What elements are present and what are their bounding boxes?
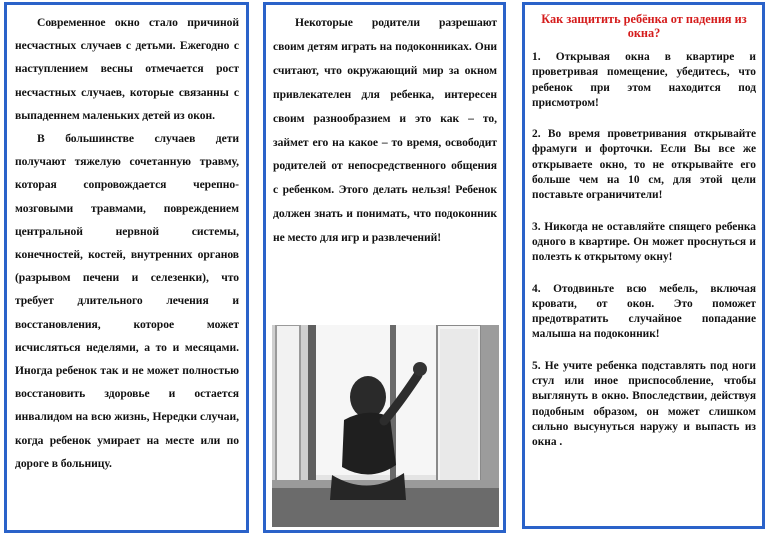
safety-tip: 3. Никогда не оставляйте спящего ребенка одного в квартире. Он может проснуться и полезть к открытому окну! [532, 220, 756, 264]
child-at-window-photo [272, 325, 499, 527]
left-paragraph-1: Современное окно стало причиной несчастных случаев с детьми. Ежегодно с наступлением весны отмечается рост несчастных случаев, которые связанны с выпаденнем маленьких детей из окон. [15, 16, 239, 122]
middle-text [273, 11, 497, 250]
right-panel [522, 2, 765, 529]
safety-tip: 1. Открывая окна в квартире и проветривая помещение, убедитесь, что ребенок при этом находится под присмотром! [532, 51, 756, 109]
left-panel [4, 2, 249, 533]
safety-tip: 2. Во время проветривания открывайте фрамуги и форточки. Если Вы все же открываете окно, то не открывайте его больше чем на 10 см, для этой цели поставьте ограничители! [532, 128, 756, 202]
safety-tip: 4. Отодвиньте всю мебель, включая кровати, от окон. Это поможет предотвратить случайное попадание малыша на подоконник! [532, 282, 756, 341]
safety-tips-title: Как защитить ребёнка от падения из окна? [541, 12, 747, 40]
left-paragraph-2: В большинстве случаев дети получают тяжелую сочетанную травму, которая сопровождается черепно-мозговыми травмами, повреждением центральной нервной системы, конечностей, костей, внутренних органов (разрывом печени и селезенки), что требует длительного лечения и восстановления, которое может исчисляться неделями, а то и месяцами. Иногда ребенок так и не может полностью восстановить здоровье и остается инвалидом на всю жизнь, Нередки случаи, когда ребенок умирает на месте или по дороге в больницу. [15, 132, 239, 470]
middle-panel [263, 2, 506, 533]
middle-paragraph: Некоторые родители разрешают своим детям играть на подоконниках. Они считают, что окружающий мир за окном привлекателен для ребенка, интересен своим разнообразием и это как – то, займет его на какое – то время, освободит родителей от непосредственного общения с ребенком. Этого делать нельзя! Ребенок должен знать и понимать, что подоконник не место для игр и развлечений! [273, 16, 497, 245]
left-text [15, 11, 239, 475]
safety-tip: 5. Не учите ребенка подставлять под ноги стул или иное приспособление, чтобы выглянуть в окно. Впоследствии, действуя подобным образом, он может слишком сильно высунуться наружу и выпасть из окна . [532, 359, 756, 449]
